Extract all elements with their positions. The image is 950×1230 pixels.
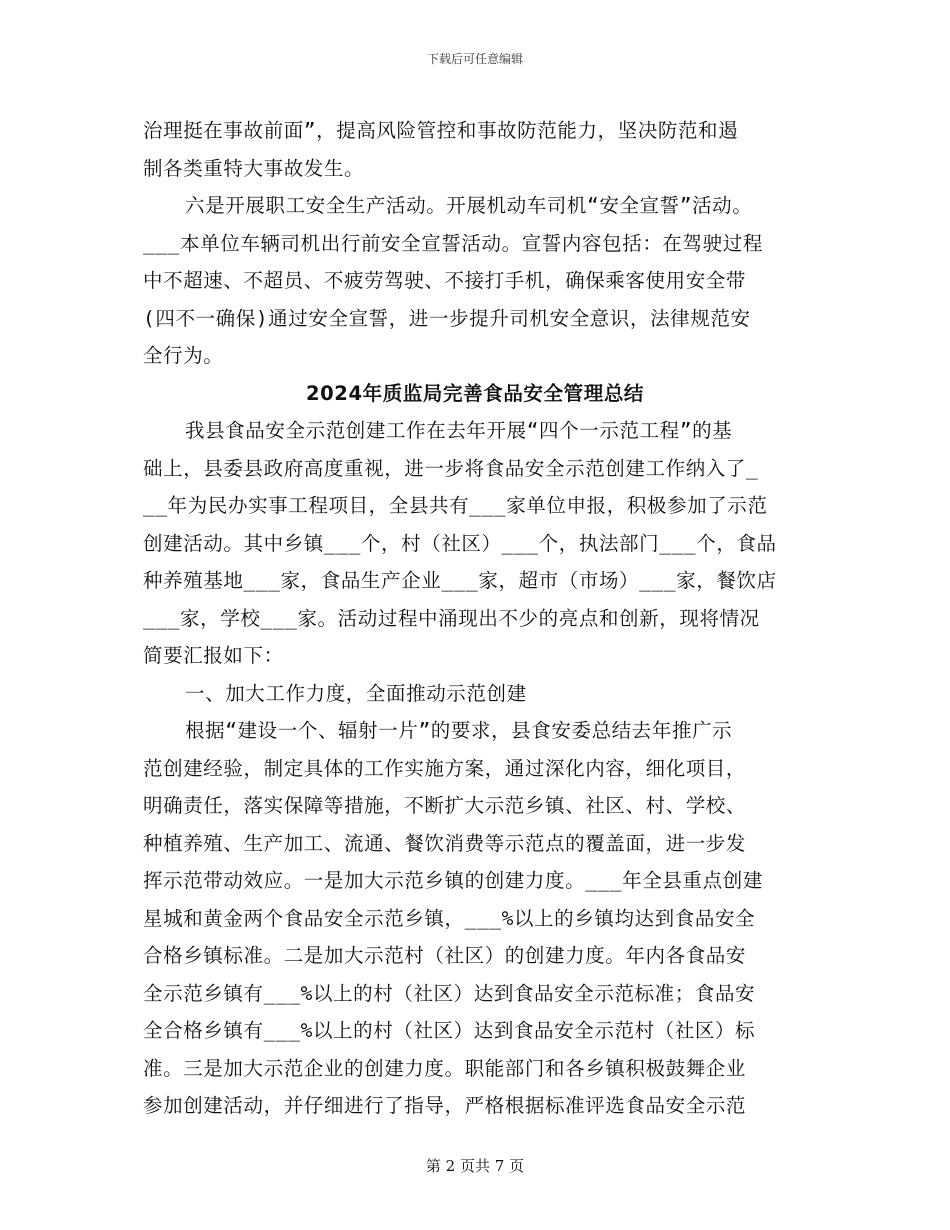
- paragraph-line: 全示范乡镇有___%以上的村（社区）达到食品安全示范标准；食品安: [143, 981, 756, 1005]
- paragraph-line: 准。三是加大示范企业的创建力度。职能部门和各乡镇积极鼓舞企业: [143, 1056, 747, 1080]
- subheading-line: 一、加大工作力度，全面推动示范创建: [185, 681, 527, 705]
- paragraph-line: 种养殖基地___家，食品生产企业___家，超市（市场）___家，餐饮店: [143, 569, 777, 592]
- paragraph-line: 种植养殖、生产加工、流通、餐饮消费等示范点的覆盖面，进一步发: [143, 831, 747, 855]
- page-footer: 第 2 页共 7 页: [425, 1157, 525, 1175]
- paragraph-line: 六是开展职工安全生产活动。开展机动车司机“安全宣誓”活动。: [185, 194, 753, 217]
- paragraph-line: (四不一确保)通过安全宣誓，进一步提升司机安全意识，法律规范安: [143, 306, 751, 330]
- document-body: [143, 112, 807, 1125]
- paragraph-line: 我县食品安全示范创建工作在去年开展“四个一示范工程”的基: [185, 419, 733, 442]
- paragraph-line: 全合格乡镇有___%以上的村（社区）达到食品安全示范村（社区）标: [143, 1019, 756, 1042]
- paragraph-line: 简要汇报如下：: [143, 644, 284, 667]
- paragraph-line: __年为民办实事工程项目，全县共有___家单位申报，积极参加了示范: [143, 494, 768, 517]
- paragraph-line: 制各类重特大事故发生。: [143, 156, 365, 180]
- paragraph-line: 参加创建活动，并仔细进行了指导，严格根据标准评选食品安全示范: [143, 1094, 747, 1117]
- paragraph-line: 挥示范带动效应。一是加大示范乡镇的创建力度。___年全县重点创建: [143, 869, 763, 892]
- paragraph-line: 中不超速、不超员、不疲劳驾驶、不接打手机，确保乘客使用安全带: [143, 269, 747, 292]
- paragraph-line: ___本单位车辆司机出行前安全宣誓活动。宣誓内容包括：在驾驶过程: [143, 231, 763, 255]
- paragraph-line: 范创建经验，制定具体的工作实施方案，通过深化内容，细化项目，: [143, 756, 747, 780]
- paragraph-line: 治理挺在事故前面”，提高风险管控和事故防范能力，坚决防范和遏: [143, 119, 739, 142]
- paragraph-line: 根据“建设一个、辐射一片”的要求，县食安委总结去年推广示: [185, 719, 733, 742]
- paragraph-line: ___家，学校___家。活动过程中涌现出不少的亮点和创新，现将情况: [143, 606, 760, 630]
- paragraph-line: 合格乡镇标准。二是加大示范村（社区）的创建力度。年内各食品安: [143, 944, 747, 967]
- paragraph-line: 星城和黄金两个食品安全示范乡镇，___%以上的乡镇均达到食品安全: [143, 906, 756, 930]
- paragraph-line: 全行为。: [143, 344, 224, 367]
- paragraph-line: 创建活动。其中乡镇___个，村（社区）___个，执法部门___个，食品: [143, 531, 777, 555]
- page-header: 下载后可任意编辑: [426, 52, 523, 66]
- paragraph-line: 明确责任，落实保障等措施，不断扩大示范乡镇、社区、村、学校、: [143, 794, 747, 817]
- paragraph-line: 础上，县委县政府高度重视，进一步将食品安全示范创建工作纳入了_: [143, 456, 759, 480]
- section-title: 2024年质监局完善食品安全管理总结: [305, 381, 645, 405]
